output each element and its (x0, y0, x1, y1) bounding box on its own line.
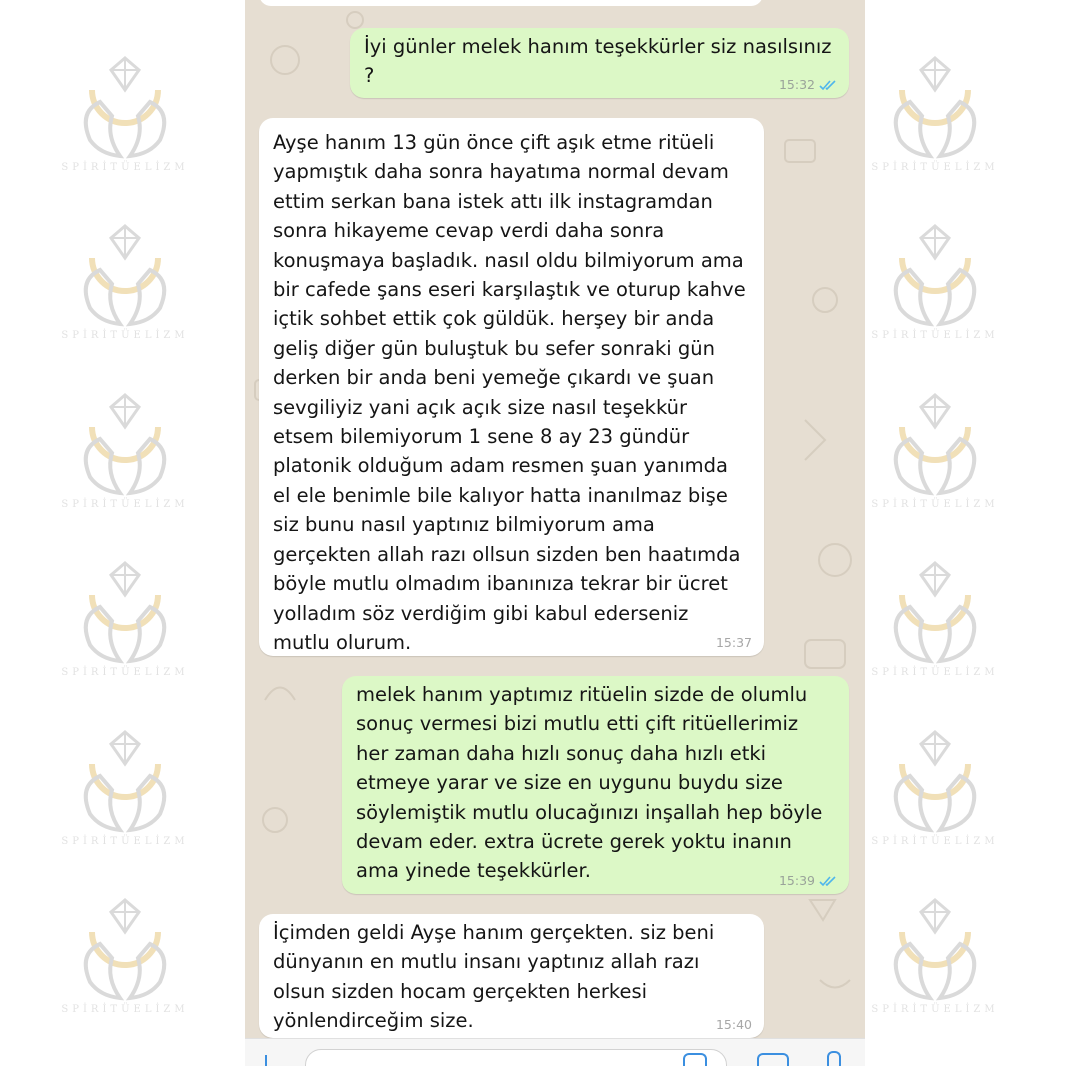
watermark-text: SPİRİTÜELİZM (61, 162, 189, 173)
sticker-icon[interactable] (683, 1053, 707, 1066)
message-text: Ayşe hanım 13 gün önce çift aşık etme ritüeli yapmıştık daha sonra hayatıma normal devam ettim serkan bana istek attı ilk instagramdan sonra hikayeme cevap verdi daha sonra konuşmaya başladık. nasıl oldu bilmiyorum ama bir cafede şans eseri karşılaştık ve oturup kahve içtik sohbet ettik çok güldük. herşey bir anda geliş diğer gün buluştuk bu sefer sonraki gün derken bir anda beni yemeğe çıkardı ve şuan sevgiliyiz yani açık açık size nasıl teşekkür etsem bilemiyorum 1 sene 8 ay 23 gündür platonik olduğum adam resmen şuan yanımda el ele benimle bile kalıyor hatta inanılmaz bişe siz bunu nasıl yaptınız bilmiyorum ama gerçekten allah razı ollsun sizden ben haatımda böyle mutlu olmadım ibanınıza tekrar bir ücret yolladım söz verdiğim gibi kabul ederseniz mutlu olurum. (273, 131, 746, 654)
watermark-text: SPİRİTÜELİZM (871, 162, 999, 173)
outgoing-message[interactable] (342, 676, 849, 894)
message-text: İçimden geldi Ayşe hanım gerçekten. siz beni dünyanın en mutlu insanı yaptınız allah razı olsun sizden hocam gerçekten herkesi yönlendirceğim size. (273, 921, 715, 1033)
watermark-text: SPİRİTÜELİZM (871, 499, 999, 510)
watermark-text: SPİRİTÜELİZM (61, 836, 189, 847)
incoming-message[interactable] (259, 914, 764, 1038)
plus-icon[interactable] (265, 1055, 267, 1066)
watermark-logo (865, 218, 1005, 368)
watermark-logo (55, 724, 195, 874)
incoming-message[interactable] (259, 118, 764, 656)
watermark-text: SPİRİTÜELİZM (871, 667, 999, 678)
watermark-logo (55, 50, 195, 200)
message-input[interactable] (305, 1049, 727, 1066)
watermark-text: SPİRİTÜELİZM (871, 1004, 999, 1015)
watermark-logo (865, 50, 1005, 200)
message-time: 15:40 (715, 1017, 752, 1032)
watermark-text: SPİRİTÜELİZM (871, 330, 999, 341)
chat-area[interactable] (245, 0, 865, 1066)
watermark-text: SPİRİTÜELİZM (61, 499, 189, 510)
outgoing-message[interactable] (350, 28, 849, 98)
watermark-logo (55, 892, 195, 1042)
watermark-logo (55, 218, 195, 368)
message-time: 15:32 (778, 77, 815, 92)
watermark-logo (865, 892, 1005, 1042)
message-time: 15:39 (778, 873, 815, 888)
watermark-logo (55, 387, 195, 537)
camera-icon[interactable] (757, 1053, 789, 1066)
message-text: İyi günler melek hanım teşekkürler siz nasılsınız ? (364, 35, 832, 88)
watermark-logo (865, 555, 1005, 705)
microphone-icon[interactable] (827, 1051, 841, 1066)
watermark-logo (865, 724, 1005, 874)
watermark-logo (55, 555, 195, 705)
watermark-logo (865, 387, 1005, 537)
read-ticks-icon (819, 876, 837, 887)
message-input-bar (245, 1038, 865, 1066)
watermark-text: SPİRİTÜELİZM (61, 667, 189, 678)
watermark-text: SPİRİTÜELİZM (871, 836, 999, 847)
watermark-text: SPİRİTÜELİZM (61, 1004, 189, 1015)
message-text: melek hanım yaptımız ritüelin sizde de olumlu sonuç vermesi bizi mutlu etti çift ritüellerimiz her zaman daha hızlı sonuç daha hızlı etki etmeye yarar ve size en uygunu buydu size söylemiştik mutlu olucağınızı inşallah hep böyle devam eder. extra ücrete gerek yoktu inanın ama yinede teşekkürler. (356, 683, 823, 883)
watermark-text: SPİRİTÜELİZM (61, 330, 189, 341)
read-ticks-icon (819, 80, 837, 91)
message-time: 15:37 (715, 635, 752, 650)
previous-message-edge (259, 0, 763, 6)
